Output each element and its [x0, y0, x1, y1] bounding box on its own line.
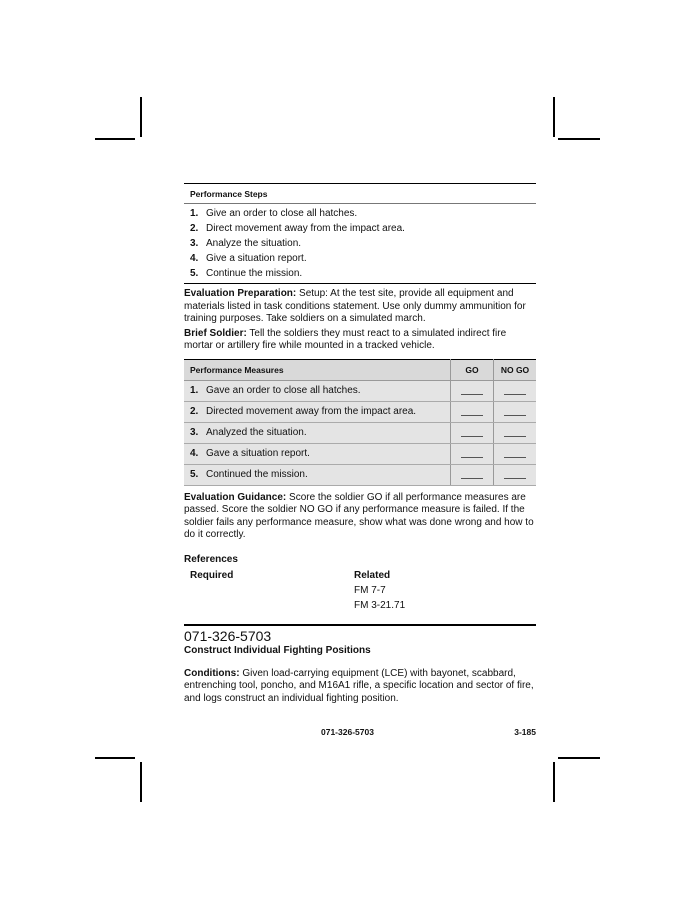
- nogo-cell[interactable]: [494, 464, 537, 485]
- list-item: [184, 206, 536, 221]
- references-related-label: Related: [354, 569, 391, 581]
- table-row: [184, 443, 536, 464]
- go-column-header: GO: [451, 359, 494, 380]
- evaluation-guidance-text: Score the soldier GO if all performance measures are passed. Score the soldier NO GO if any performance measure is failed. If the soldier fails any performance measure, show what was done wrong and how to do it correctly.: [184, 491, 534, 540]
- measure-text: Gave an order to close all hatches.: [206, 385, 361, 396]
- page-content: [184, 183, 536, 705]
- step-number: 1.: [190, 208, 199, 219]
- nogo-cell[interactable]: [494, 443, 537, 464]
- references-block: [184, 568, 536, 618]
- evaluation-guidance-label: Evaluation Guidance:: [184, 491, 287, 503]
- measure-cell: [184, 443, 451, 464]
- step-number: 4.: [190, 253, 199, 264]
- step-number: 2.: [190, 223, 199, 234]
- step-number: 3.: [190, 238, 199, 249]
- task-rule: [184, 624, 536, 626]
- measure-text: Gave a situation report.: [206, 448, 310, 459]
- conditions-label: Conditions:: [184, 667, 240, 679]
- performance-measures-header: Performance Measures: [184, 359, 451, 380]
- section-rule: [184, 283, 536, 284]
- task-title: Construct Individual Fighting Positions: [184, 644, 371, 656]
- brief-soldier: [184, 328, 536, 353]
- crop-mark: [140, 762, 142, 802]
- list-item: [184, 266, 536, 281]
- evaluation-guidance: [184, 492, 536, 542]
- go-blank[interactable]: [461, 457, 483, 458]
- task-number: 071-326-5703: [184, 627, 272, 644]
- performance-steps-header: Performance Steps: [184, 184, 536, 204]
- evaluation-preparation-label: Evaluation Preparation:: [184, 288, 297, 299]
- step-text: Give a situation report.: [206, 253, 307, 264]
- go-blank[interactable]: [461, 415, 483, 416]
- crop-mark: [558, 138, 600, 140]
- measure-number: 5.: [190, 469, 199, 480]
- references-related: [354, 570, 405, 615]
- brief-soldier-text: Tell the soldiers they must react to a simulated indirect fire mortar or artillery fire while mounted in a tracked vehicle.: [184, 327, 507, 351]
- measure-number: 2.: [190, 406, 199, 417]
- measure-number: 1.: [190, 385, 199, 396]
- nogo-blank[interactable]: [504, 457, 526, 458]
- nogo-cell[interactable]: [494, 422, 537, 443]
- performance-measures-table: [184, 359, 536, 486]
- go-cell[interactable]: [451, 422, 494, 443]
- measure-cell: [184, 380, 451, 401]
- crop-mark: [553, 762, 555, 802]
- nogo-cell[interactable]: [494, 380, 537, 401]
- nogo-cell[interactable]: [494, 401, 537, 422]
- table-row: [184, 422, 536, 443]
- list-item: [184, 236, 536, 251]
- step-number: 5.: [190, 268, 199, 279]
- crop-mark: [95, 138, 135, 140]
- measure-text: Analyzed the situation.: [206, 427, 307, 438]
- references-required-label: Required: [190, 569, 234, 581]
- table-header-row: [184, 359, 536, 380]
- measure-cell: [184, 401, 451, 422]
- conditions-text: Given load-carrying equipment (LCE) with bayonet, scabbard, entrenching tool, poncho, and M16A1 rifle, a specific location and sector of fire, and logs construct an individual fighting position.: [184, 667, 534, 704]
- go-cell[interactable]: [451, 380, 494, 401]
- references-title: References: [184, 553, 238, 565]
- go-cell[interactable]: [451, 443, 494, 464]
- evaluation-preparation: [184, 288, 536, 326]
- nogo-blank[interactable]: [504, 478, 526, 479]
- table-row: [184, 380, 536, 401]
- step-text: Give an order to close all hatches.: [206, 208, 358, 219]
- measure-text: Continued the mission.: [206, 469, 308, 480]
- performance-steps-list: [184, 204, 536, 281]
- nogo-blank[interactable]: [504, 436, 526, 437]
- list-item: [184, 251, 536, 266]
- footer-page-number: 3-185: [514, 727, 536, 737]
- brief-soldier-label: Brief Soldier:: [184, 327, 247, 339]
- go-cell[interactable]: [451, 401, 494, 422]
- measure-number: 3.: [190, 427, 199, 438]
- crop-mark: [553, 97, 555, 137]
- crop-mark: [140, 97, 142, 137]
- footer-task-number: 071-326-5703: [321, 727, 374, 737]
- related-reference: FM 3-21.71: [354, 599, 406, 611]
- measure-cell: [184, 464, 451, 485]
- step-text: Continue the mission.: [206, 268, 303, 279]
- go-blank[interactable]: [461, 436, 483, 437]
- go-blank[interactable]: [461, 478, 483, 479]
- nogo-column-header: NO GO: [494, 359, 537, 380]
- measure-text: Directed movement away from the impact area.: [206, 406, 417, 417]
- measure-cell: [184, 422, 451, 443]
- step-text: Direct movement away from the impact area.: [206, 223, 405, 234]
- conditions: [184, 668, 536, 706]
- step-text: Analyze the situation.: [206, 238, 302, 249]
- list-item: [184, 221, 536, 236]
- evaluation-preparation-text: Setup: At the test site, provide all equipment and materials listed in task conditions statement. Use only dummy ammunition for training purposes. Take soldiers on a simulated march.: [184, 288, 526, 324]
- nogo-blank[interactable]: [504, 415, 526, 416]
- table-row: [184, 464, 536, 485]
- related-reference: FM 7-7: [354, 584, 386, 596]
- measure-number: 4.: [190, 448, 199, 459]
- crop-mark: [558, 757, 600, 759]
- table-row: [184, 401, 536, 422]
- go-blank[interactable]: [461, 394, 483, 395]
- go-cell[interactable]: [451, 464, 494, 485]
- nogo-blank[interactable]: [504, 394, 526, 395]
- crop-mark: [95, 757, 135, 759]
